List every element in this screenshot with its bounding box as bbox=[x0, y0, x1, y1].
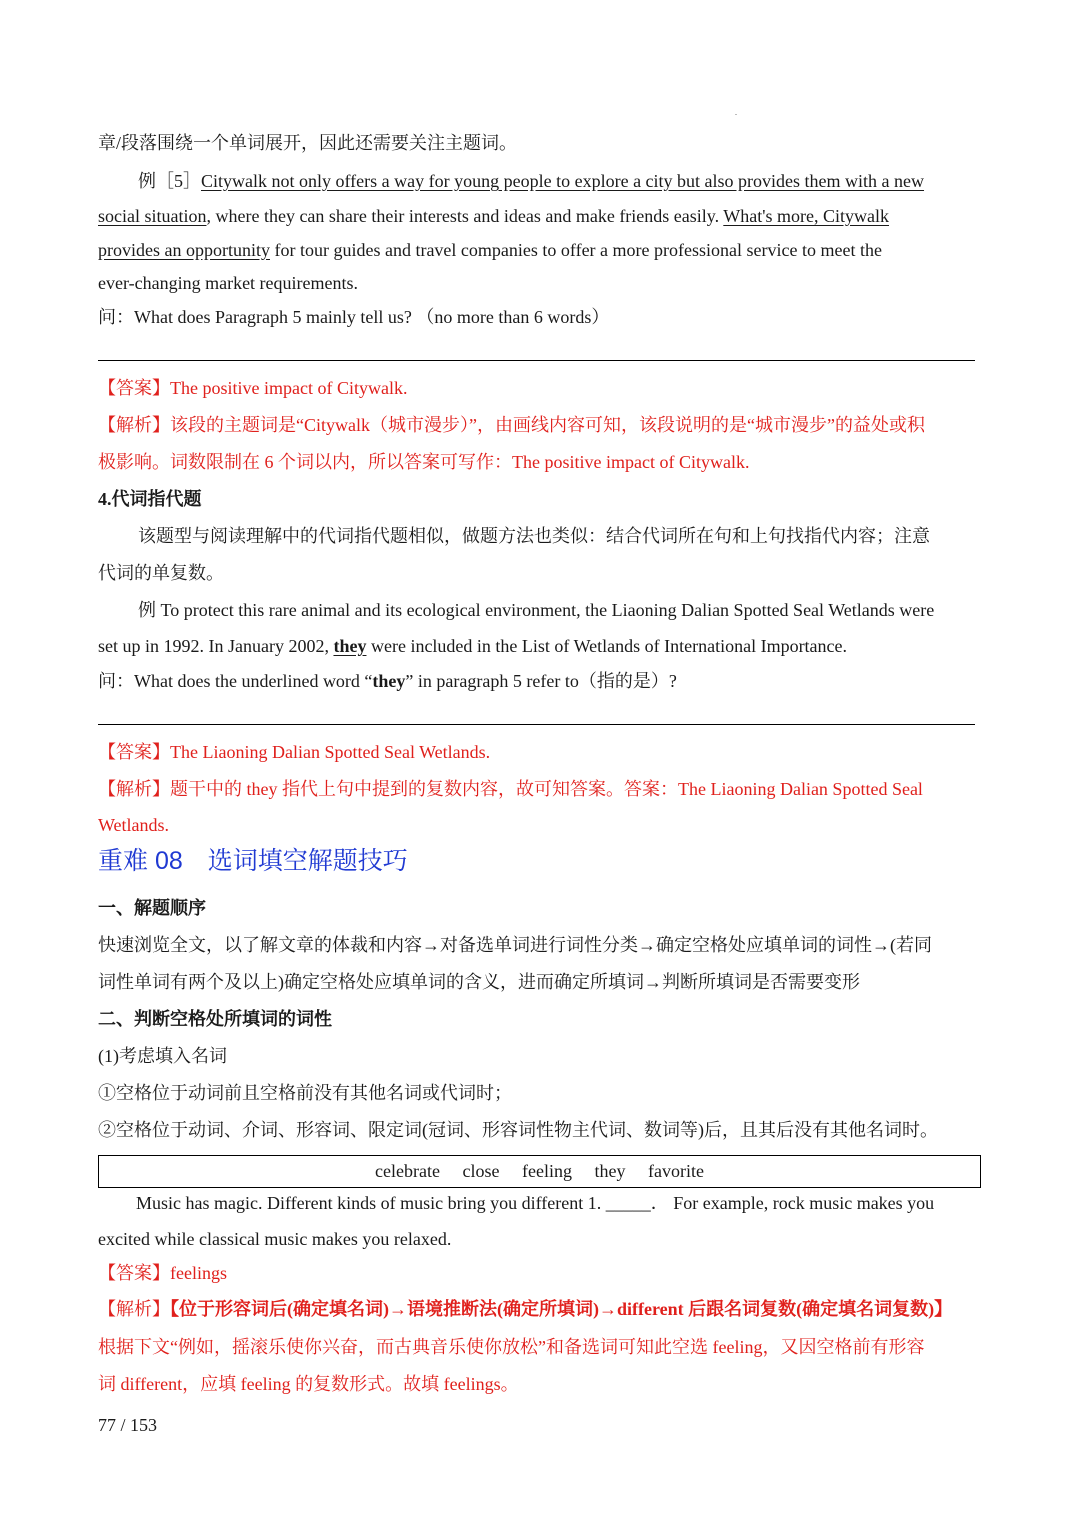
plain-text: ” in paragraph 5 refer to（指的是）? bbox=[405, 671, 677, 691]
word-bank-item: celebrate bbox=[375, 1161, 440, 1181]
analysis-line: 【解析】题干中的 they 指代上句中提到的复数内容，故可知答案。答案：The Liaoning Dalian Spotted Seal bbox=[98, 779, 923, 799]
plain-text: , where they can share their interests and ideas and make friends easily. bbox=[206, 206, 724, 226]
subsection-title: 一、解题顺序 bbox=[98, 898, 206, 918]
paragraph-line: 快速浏览全文，以了解文章的体裁和内容→对备选单词进行词性分类→确定空格处应填单词的词性→(若同 bbox=[98, 935, 932, 955]
scan-speck bbox=[735, 114, 737, 115]
intro-line: 章/段落围绕一个单词展开，因此还需要关注主题词。 bbox=[98, 133, 517, 153]
paragraph-line: 词性单词有两个及以上)确定空格处应填单词的含义，进而确定所填词→判断所填词是否需要变形 bbox=[98, 972, 860, 992]
analysis-bold: 【位于形容词后(确定填名词)→语境推断法(确定所填词)→different 后跟名词复数(确定填名词复数)】 bbox=[170, 1299, 953, 1319]
analysis-line: 【解析】该段的主题词是“Citywalk（城市漫步）”，由画线内容可知，该段说明的是“城市漫步”的益处或积 bbox=[98, 415, 925, 435]
question-line: 问：What does Paragraph 5 mainly tell us? （no more than 6 words） bbox=[98, 307, 610, 327]
answer-blank-line bbox=[98, 724, 975, 725]
section-desc: 该题型与阅读理解中的代词指代题相似，做题方法也类似：结合代词所在句和上句找指代内容；注意 bbox=[138, 526, 930, 546]
sub-point: (1)考虑填入名词 bbox=[98, 1046, 227, 1066]
word-bank-item: feeling bbox=[521, 1161, 572, 1181]
question-line bbox=[98, 668, 983, 694]
example-line: 例 To protect this rare animal and its ecological environment, the Liaoning Dalian Spotted Seal Wetlands were bbox=[138, 600, 935, 620]
underlined-text: provides an opportunity bbox=[98, 240, 270, 260]
passage-line: Music has magic. Different kinds of music bring you different 1. _____． For example, rock music makes you bbox=[136, 1193, 935, 1213]
rule-line: ①空格位于动词前且空格前没有其他名词或代词时； bbox=[98, 1083, 512, 1103]
analysis-line: 词 different，应填 feeling 的复数形式。故填 feelings。 bbox=[98, 1374, 519, 1394]
example-5-line3 bbox=[98, 237, 983, 263]
word-bank-item: close bbox=[462, 1161, 500, 1181]
section-desc: 代词的单复数。 bbox=[98, 563, 224, 583]
example-5-line4: ever-changing market requirements. bbox=[98, 273, 359, 293]
plain-text: were included in the List of Wetlands of International Importance. bbox=[366, 636, 848, 656]
underlined-word: they bbox=[333, 636, 367, 656]
analysis-line: 极影响。词数限制在 6 个词以内，所以答案可写作：The positive impact of Citywalk. bbox=[98, 452, 750, 472]
analysis-line bbox=[98, 1296, 983, 1322]
answer-line: 【答案】feelings bbox=[98, 1263, 227, 1283]
example-label: 例［5］ bbox=[138, 171, 201, 191]
analysis-line: Wetlands. bbox=[98, 815, 170, 835]
word-bank-box bbox=[98, 1155, 981, 1188]
underlined-text: What's more, Citywalk bbox=[723, 206, 890, 226]
analysis-label: 【解析】 bbox=[98, 1299, 170, 1319]
rule-line: ②空格位于动词、介词、形容词、限定词(冠词、形容词性物主代词、数词等)后，且其后没有其他名词时。 bbox=[98, 1120, 938, 1140]
word-bank-item: they bbox=[594, 1161, 626, 1181]
subsection-title: 二、判断空格处所填词的词性 bbox=[98, 1009, 332, 1029]
answer-line: 【答案】The Liaoning Dalian Spotted Seal Wetlands. bbox=[98, 742, 491, 762]
passage-line: excited while classical music makes you relaxed. bbox=[98, 1229, 452, 1249]
plain-text: 问：What does the underlined word “ bbox=[98, 671, 373, 691]
example-5-line1 bbox=[98, 168, 1023, 194]
underlined-text: social situation bbox=[98, 206, 207, 226]
analysis-line: 根据下文“例如，摇滚乐使你兴奋，而古典音乐使你放松”和备选词可知此空选 feeling，又因空格前有形容 bbox=[98, 1337, 925, 1357]
answer-blank-line bbox=[98, 360, 975, 361]
section-title: 4.代词指代题 bbox=[98, 489, 202, 509]
example-5-line2 bbox=[98, 203, 983, 229]
underlined-text: Citywalk not only offers a way for young people to explore a city but also provides them with a new bbox=[201, 171, 925, 191]
answer-line: 【答案】The positive impact of Citywalk. bbox=[98, 378, 408, 398]
word-bank-item: favorite bbox=[647, 1161, 704, 1181]
example-line bbox=[98, 633, 983, 659]
section-heading: 重难 08 选词填空解题技巧 bbox=[98, 847, 408, 875]
plain-text: for tour guides and travel companies to offer a more professional service to meet the bbox=[269, 240, 882, 260]
bold-word: they bbox=[372, 671, 406, 691]
plain-text: set up in 1992. In January 2002, bbox=[98, 636, 334, 656]
page-number: 77 / 153 bbox=[98, 1415, 158, 1435]
